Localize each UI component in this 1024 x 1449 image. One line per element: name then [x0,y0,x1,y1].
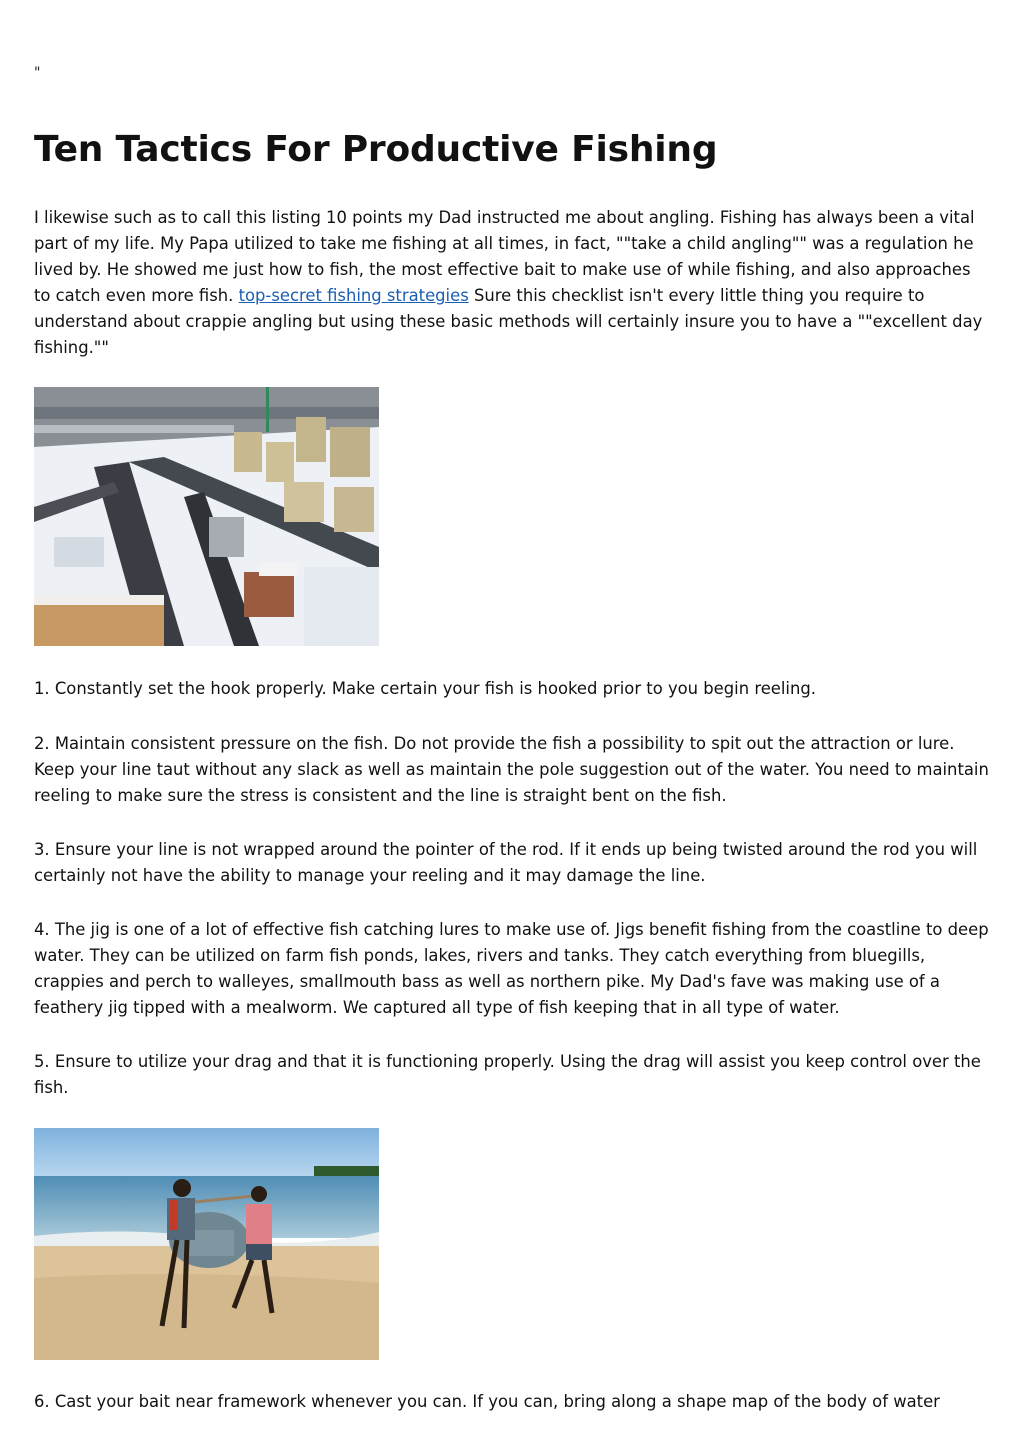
tip-6: 6. Cast your bait near framework whenever you can. If you can, bring along a shape map of the body of water [34,1392,940,1411]
intro-paragraph [34,205,992,361]
aerial-snowy-city-image [34,387,379,646]
tip-1: 1. Constantly set the hook properly. Make certain your fish is hooked prior to you begin reeling. [34,679,816,698]
tip-3: 3. Ensure your line is not wrapped around the pointer of the rod. If it ends up being twisted around the rod you will certainly not have the ability to manage your reeling and it may damage the line. [34,840,978,885]
tip-4: 4. The jig is one of a lot of effective fish catching lures to make use of. Jigs benefit fishing from the coastline to deep water. They can be utilized on farm fish ponds, lakes, rivers and tanks. They catch everything from bluegills, crappies and perch to walleyes, smallmouth bass as well as northern pike. My Dad's fave was making use of a feathery jig tipped with a mealworm. We captured all type of fish keeping that in all type of water. [34,920,989,1017]
page-title: Ten Tactics For Productive Fishing [34,129,718,170]
tip-2: 2. Maintain consistent pressure on the fish. Do not provide the fish a possibility to spit out the attraction or lure. Keep your line taut without any slack as well as maintain the pole suggestion out of the water. You need to maintain reeling to make sure the stress is consistent and the line is straight bent on the fish. [34,734,989,805]
fishing-strategies-link[interactable]: top-secret fishing strategies [238,286,469,305]
intro-text-after-link: Sure this checklist isn't every little thing you require to understand about crappie angling but using these basic methods will certainly insure you to have a ""excellent day fishing."" [34,286,983,357]
stray-quote-mark: " [34,65,41,81]
intro-text-before-link: I likewise such as to call this listing 10 points my Dad instructed me about angling. Fishing has always been a vital part of my life. My Papa utilized to take me fishing at all times, in fact, ""take a child angling"" was a regulation he lived by. He showed me just how to fish, the most effective bait to make use of while fishing, and also approaches to catch even more fish. [34,208,975,305]
beach-fishermen-image [34,1128,379,1360]
tip-5: 5. Ensure to utilize your drag and that it is functioning properly. Using the drag will assist you keep control over the fish. [34,1052,981,1097]
